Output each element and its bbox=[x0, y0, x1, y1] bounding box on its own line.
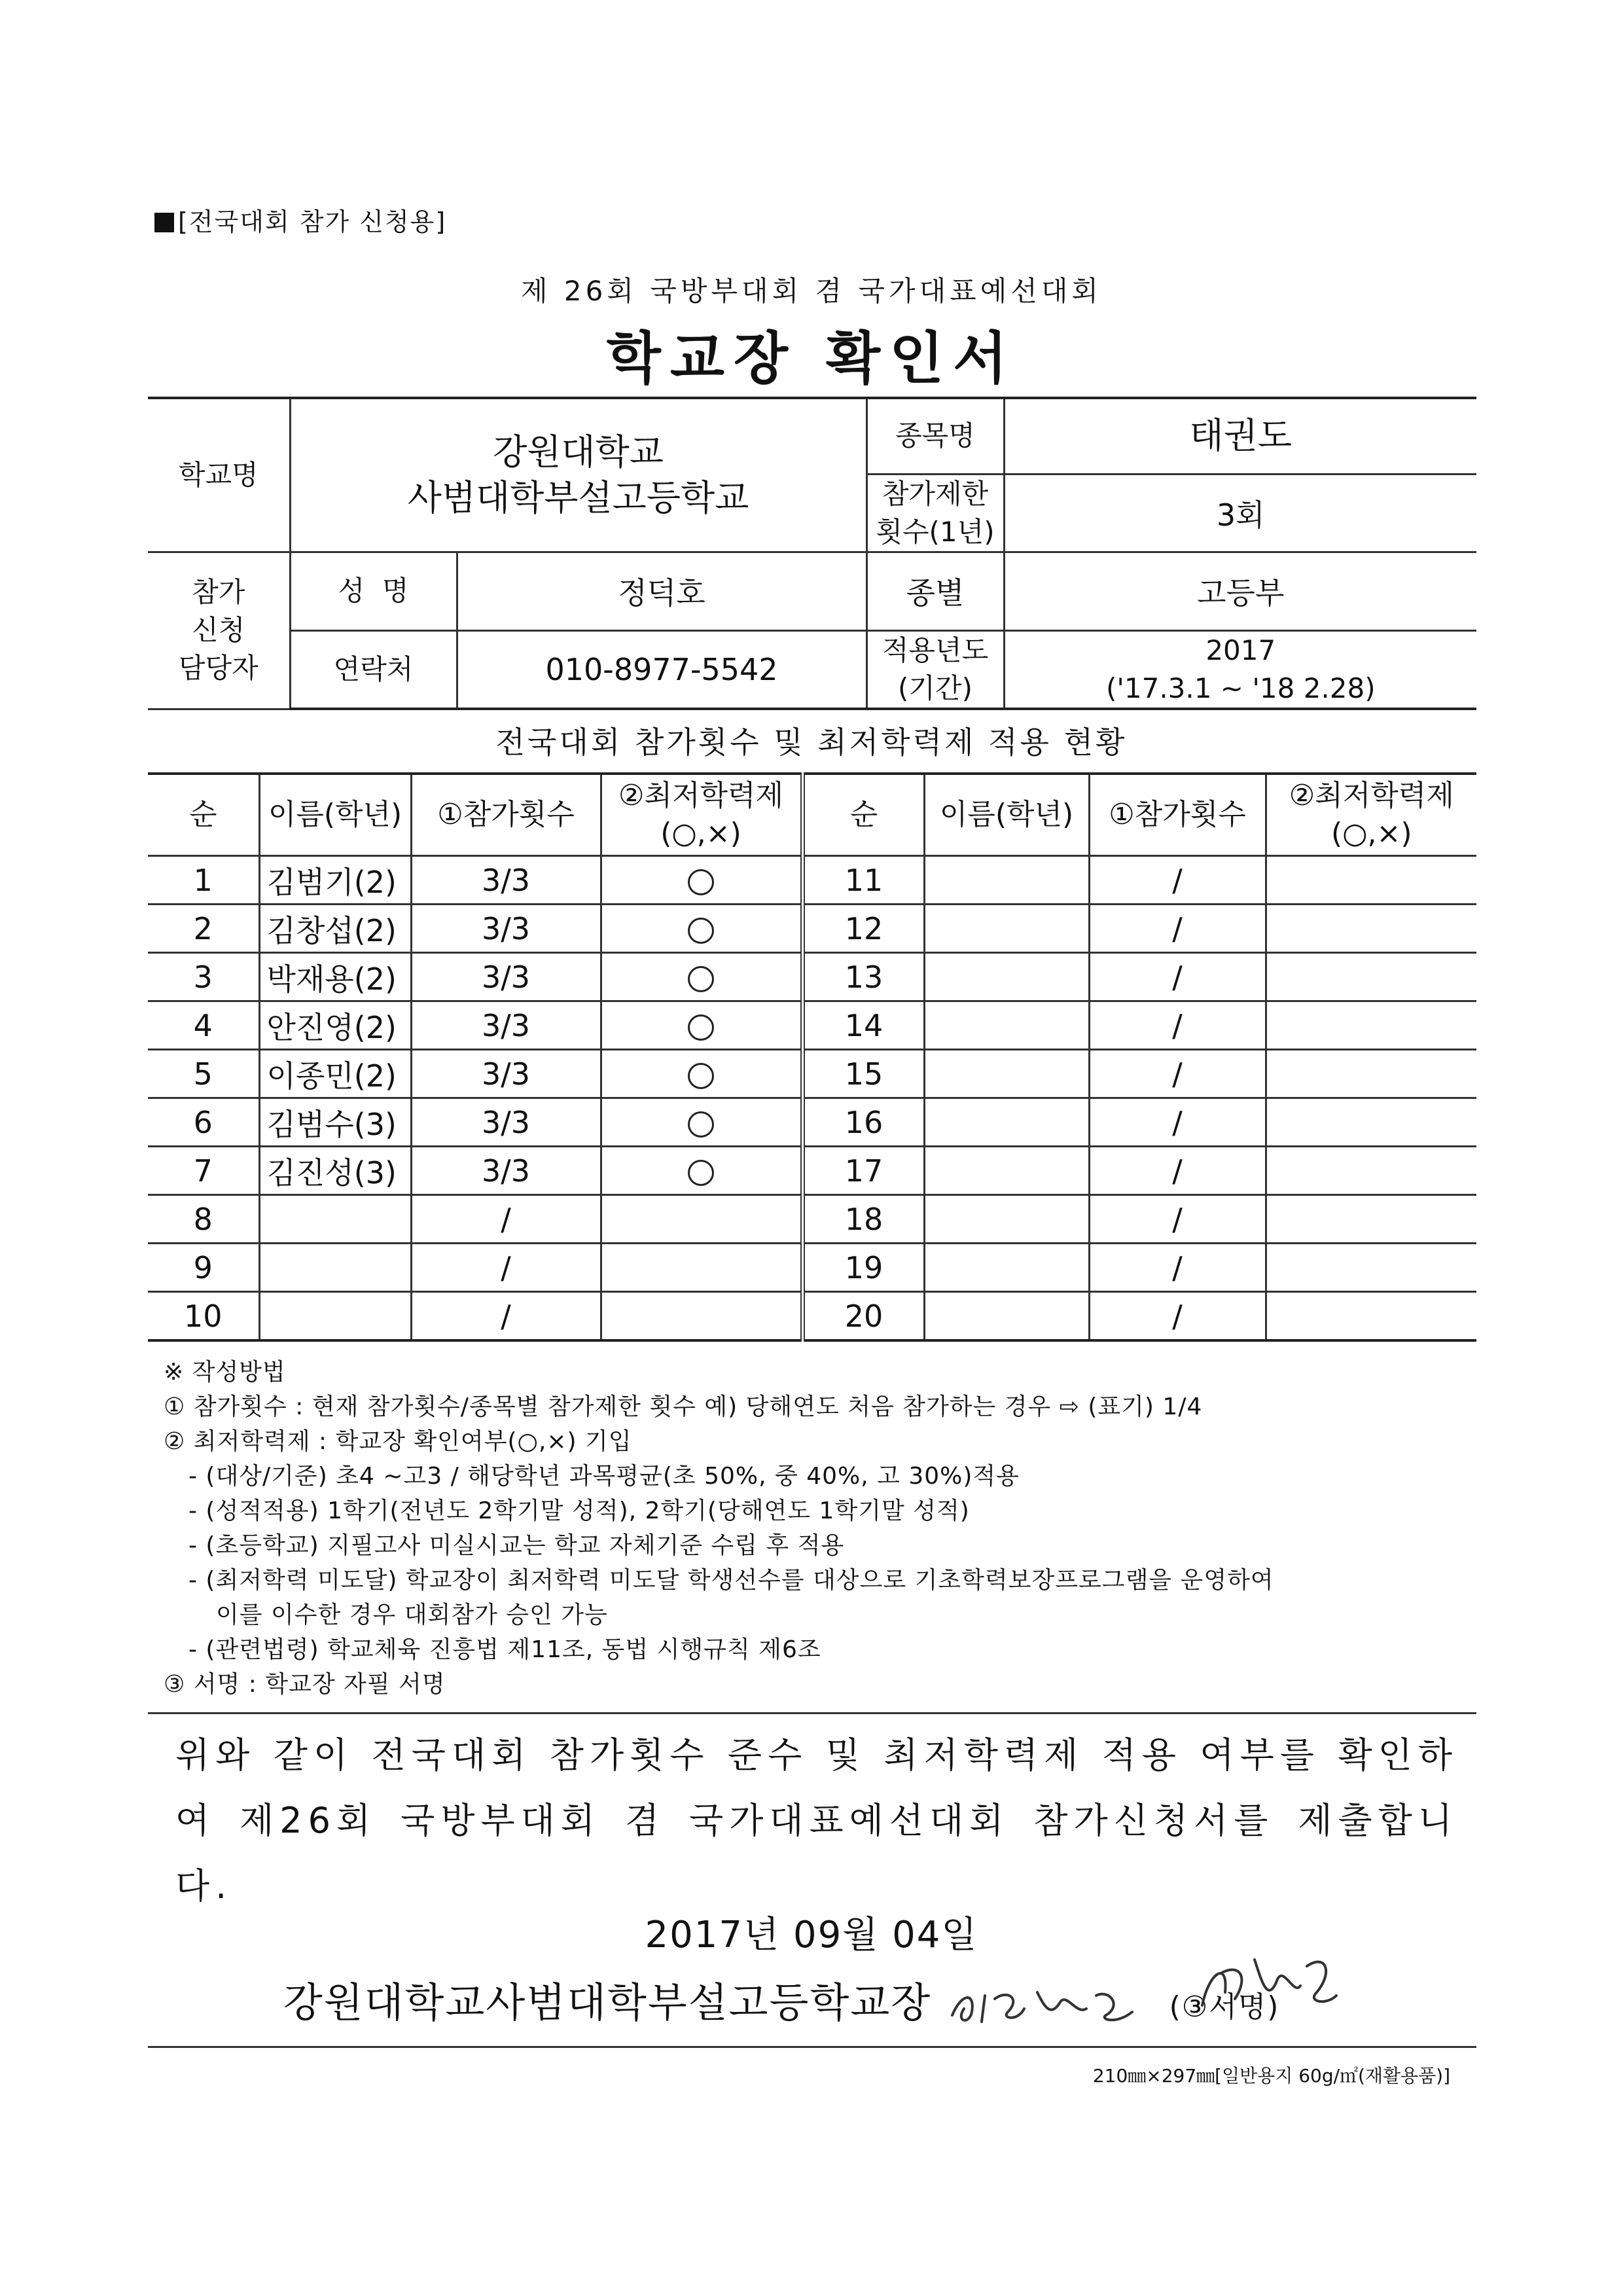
min-grade-mark bbox=[601, 1244, 802, 1292]
instruction-3: ③ 서명 : 학교장 자필 서명 bbox=[164, 1671, 446, 1698]
sport-label: 종목명 bbox=[866, 398, 1004, 474]
instruction-2d-cont: 이를 이수한 경우 대회참가 승인 가능 bbox=[216, 1602, 608, 1628]
min-grade-mark bbox=[601, 856, 802, 905]
paper-spec: 210㎜×297㎜[일반용지 60g/㎡(재활용품)] bbox=[1092, 2065, 1450, 2087]
row-no: 6 bbox=[148, 1098, 259, 1147]
division-label: 종별 bbox=[866, 552, 1004, 630]
circle-mark-icon bbox=[688, 1014, 714, 1041]
table-row bbox=[148, 1195, 1476, 1244]
document-title: 학교장 확인서 bbox=[606, 326, 1017, 391]
row-no: 7 bbox=[148, 1147, 259, 1195]
year-value bbox=[1004, 630, 1476, 709]
instructions bbox=[164, 1355, 1479, 1702]
student-name: 김범수(3) bbox=[259, 1098, 411, 1147]
student-name bbox=[259, 1244, 411, 1292]
row-no: 8 bbox=[148, 1195, 259, 1244]
student-name: 김범기(2) bbox=[259, 856, 411, 905]
form-type-label: [전국대회 참가 신청용] bbox=[178, 207, 447, 236]
header-count: ①참가횟수 bbox=[411, 774, 601, 856]
division-value: 고등부 bbox=[1004, 552, 1476, 630]
participation-count: / bbox=[1089, 1001, 1266, 1050]
row-no: 11 bbox=[802, 856, 924, 905]
form-type-tag bbox=[154, 202, 446, 238]
declaration-text: 위와 같이 전국대회 참가횟수 준수 및 최저학력제 적용 여부를 확인하여 제26회 국방부대회 겸 국가대표예선대회 참가신청서를 제출합니다. bbox=[175, 1734, 1458, 1907]
student-name bbox=[924, 1195, 1089, 1244]
student-name bbox=[924, 1292, 1089, 1341]
participation-count: / bbox=[1089, 1050, 1266, 1098]
student-name bbox=[924, 1050, 1089, 1098]
student-name bbox=[259, 1195, 411, 1244]
participation-count: 3/3 bbox=[411, 1001, 601, 1050]
row-no: 15 bbox=[802, 1050, 924, 1098]
circle-mark-icon bbox=[688, 966, 714, 992]
row-no: 16 bbox=[802, 1098, 924, 1147]
contact-label: 연락처 bbox=[290, 630, 457, 709]
year-value-line1: 2017 bbox=[1205, 634, 1276, 666]
black-square-icon bbox=[154, 213, 174, 232]
row-no: 3 bbox=[148, 953, 259, 1001]
name-value: 정덕호 bbox=[457, 552, 866, 630]
header-name: 이름(학년) bbox=[259, 774, 411, 856]
handwritten-signature bbox=[946, 1976, 1142, 2035]
participation-count: 3/3 bbox=[411, 1050, 601, 1098]
row-no: 19 bbox=[802, 1244, 924, 1292]
min-grade-mark bbox=[1266, 905, 1476, 953]
principal-signature-line bbox=[0, 1970, 1623, 2035]
header-no: 순 bbox=[148, 774, 259, 856]
participation-count: 3/3 bbox=[411, 856, 601, 905]
header-min-grade-line1: ②최저학력제 bbox=[1289, 779, 1454, 812]
min-grade-mark bbox=[601, 1292, 802, 1341]
header-name: 이름(학년) bbox=[924, 774, 1089, 856]
participation-count: / bbox=[1089, 1147, 1266, 1195]
limit-label bbox=[866, 474, 1004, 552]
table-row bbox=[148, 905, 1476, 953]
min-grade-mark bbox=[1266, 856, 1476, 905]
min-grade-mark bbox=[601, 1050, 802, 1098]
limit-label-line1: 참가제한 bbox=[882, 477, 989, 510]
year-value-line2: ('17.3.1 ~ '18 2.28) bbox=[1105, 672, 1376, 704]
row-no: 12 bbox=[802, 905, 924, 953]
sport-value: 태권도 bbox=[1004, 398, 1476, 474]
student-name: 김진성(3) bbox=[259, 1147, 411, 1195]
header-min-grade-line1: ②최저학력제 bbox=[618, 779, 783, 812]
row-no: 17 bbox=[802, 1147, 924, 1195]
table-row bbox=[148, 953, 1476, 1001]
principal-title: 강원대학교사범대학부설고등학교장 bbox=[283, 1979, 932, 2026]
participation-count: / bbox=[1089, 905, 1266, 953]
row-no: 20 bbox=[802, 1292, 924, 1341]
participation-count: / bbox=[411, 1292, 601, 1341]
table-header-row bbox=[148, 774, 1476, 856]
row-no: 5 bbox=[148, 1050, 259, 1098]
student-name bbox=[924, 953, 1089, 1001]
student-name bbox=[259, 1292, 411, 1341]
circle-mark-icon bbox=[688, 1063, 714, 1089]
limit-value: 3회 bbox=[1004, 474, 1476, 552]
applicant-label-line2: 신청 bbox=[192, 614, 245, 646]
school-info-table bbox=[148, 397, 1476, 710]
applicant-label bbox=[148, 552, 290, 709]
min-grade-mark bbox=[1266, 1292, 1476, 1341]
school-name-line1: 강원대학교 bbox=[493, 431, 664, 473]
participation-count: / bbox=[1089, 953, 1266, 1001]
signature-label: (③서명) bbox=[1169, 1990, 1280, 2024]
min-grade-mark bbox=[601, 1195, 802, 1244]
school-name-cell bbox=[290, 398, 866, 552]
year-label bbox=[866, 630, 1004, 709]
student-name: 박재용(2) bbox=[259, 953, 411, 1001]
participation-count: 3/3 bbox=[411, 953, 601, 1001]
instruction-2b: - (성적적용) 1학기(전년도 2학기말 성적), 2학기(당해연도 1학기말 성적) bbox=[188, 1498, 970, 1524]
event-title: 제 26회 국방부대회 겸 국가대표예선대회 bbox=[521, 275, 1102, 307]
circle-mark-icon bbox=[688, 918, 714, 944]
participation-section-title: 전국대회 참가횟수 및 최저학력제 적용 현황 bbox=[495, 725, 1128, 760]
year-label-line2: (기간) bbox=[898, 672, 972, 704]
participation-count: / bbox=[1089, 1195, 1266, 1244]
table-row bbox=[148, 856, 1476, 905]
applicant-label-line3: 담당자 bbox=[178, 652, 259, 684]
min-grade-mark bbox=[601, 1001, 802, 1050]
table-row bbox=[148, 1001, 1476, 1050]
header-min-grade bbox=[601, 774, 802, 856]
header-min-grade bbox=[1266, 774, 1476, 856]
participation-count: / bbox=[1089, 1244, 1266, 1292]
header-count: ①참가횟수 bbox=[1089, 774, 1266, 856]
row-no: 10 bbox=[148, 1292, 259, 1341]
header-no: 순 bbox=[802, 774, 924, 856]
row-no: 13 bbox=[802, 953, 924, 1001]
instructions-heading: ※ 작성방법 bbox=[164, 1359, 286, 1386]
instruction-1: ① 참가횟수 : 현재 참가횟수/종목별 참가제한 횟수 예) 당해연도 처음 참가하는 경우 ⇨ (표기) 1/4 bbox=[164, 1393, 1203, 1420]
student-name bbox=[924, 1001, 1089, 1050]
year-label-line1: 적용년도 bbox=[882, 634, 989, 666]
row-no: 14 bbox=[802, 1001, 924, 1050]
participation-count: 3/3 bbox=[411, 1147, 601, 1195]
participation-count: 3/3 bbox=[411, 1098, 601, 1147]
row-no: 1 bbox=[148, 856, 259, 905]
header-min-grade-line2: (○,×) bbox=[1330, 817, 1412, 850]
participation-table bbox=[148, 772, 1476, 1342]
min-grade-mark bbox=[1266, 1244, 1476, 1292]
name-label: 성 명 bbox=[290, 552, 457, 630]
student-name: 이종민(2) bbox=[259, 1050, 411, 1098]
min-grade-mark bbox=[601, 1098, 802, 1147]
school-label: 학교명 bbox=[148, 398, 290, 552]
min-grade-mark bbox=[601, 953, 802, 1001]
student-name: 안진영(2) bbox=[259, 1001, 411, 1050]
instruction-2d: - (최저학력 미도달) 학교장이 최저학력 미도달 학생선수를 대상으로 기초학력보장프로그램을 운영하여 bbox=[188, 1567, 1274, 1594]
header-min-grade-line2: (○,×) bbox=[660, 817, 741, 850]
row-no: 4 bbox=[148, 1001, 259, 1050]
student-name bbox=[924, 1244, 1089, 1292]
student-name bbox=[924, 1098, 1089, 1147]
circle-mark-icon bbox=[688, 869, 714, 895]
table-row bbox=[148, 1292, 1476, 1341]
participation-count: 3/3 bbox=[411, 905, 601, 953]
instruction-2a: - (대상/기준) 초4 ~고3 / 해당학년 과목평균(초 50%, 중 40%, 고 30%)적용 bbox=[188, 1463, 1020, 1490]
min-grade-mark bbox=[1266, 1050, 1476, 1098]
principal-signature-mark bbox=[1196, 1946, 1340, 2025]
min-grade-mark bbox=[1266, 953, 1476, 1001]
circle-mark-icon bbox=[688, 1111, 714, 1138]
row-no: 2 bbox=[148, 905, 259, 953]
participation-count: / bbox=[1089, 1292, 1266, 1341]
participation-count: / bbox=[1089, 856, 1266, 905]
contact-value: 010-8977-5542 bbox=[457, 630, 866, 709]
circle-mark-icon bbox=[688, 1160, 714, 1186]
student-name bbox=[924, 905, 1089, 953]
student-name: 김창섭(2) bbox=[259, 905, 411, 953]
min-grade-mark bbox=[1266, 1195, 1476, 1244]
table-row bbox=[148, 1244, 1476, 1292]
student-name bbox=[924, 1147, 1089, 1195]
min-grade-mark bbox=[601, 1147, 802, 1195]
min-grade-mark bbox=[1266, 1098, 1476, 1147]
participation-count: / bbox=[1089, 1098, 1266, 1147]
participation-count: / bbox=[411, 1195, 601, 1244]
issue-date: 2017년 09월 04일 bbox=[645, 1914, 978, 1956]
divider bbox=[148, 1712, 1476, 1714]
row-no: 9 bbox=[148, 1244, 259, 1292]
min-grade-mark bbox=[1266, 1147, 1476, 1195]
table-row bbox=[148, 1050, 1476, 1098]
school-name-line2: 사범대학부설고등학교 bbox=[407, 476, 749, 518]
applicant-label-line1: 참가 bbox=[192, 576, 245, 608]
min-grade-mark bbox=[601, 905, 802, 953]
instruction-2e: - (관련법령) 학교체육 진흥법 제11조, 동법 시행규칙 제6조 bbox=[188, 1636, 821, 1663]
instruction-2c: - (초등학교) 지필고사 미실시교는 학교 자체기준 수립 후 적용 bbox=[188, 1532, 845, 1559]
participation-count: / bbox=[411, 1244, 601, 1292]
row-no: 18 bbox=[802, 1195, 924, 1244]
student-name bbox=[924, 856, 1089, 905]
limit-label-line2: 횟수(1년) bbox=[876, 515, 995, 548]
table-row bbox=[148, 1147, 1476, 1195]
instruction-2: ② 최저학력제 : 학교장 확인여부(○,×) 기입 bbox=[164, 1428, 632, 1455]
table-row bbox=[148, 1098, 1476, 1147]
footer-divider bbox=[148, 2046, 1476, 2048]
min-grade-mark bbox=[1266, 1001, 1476, 1050]
